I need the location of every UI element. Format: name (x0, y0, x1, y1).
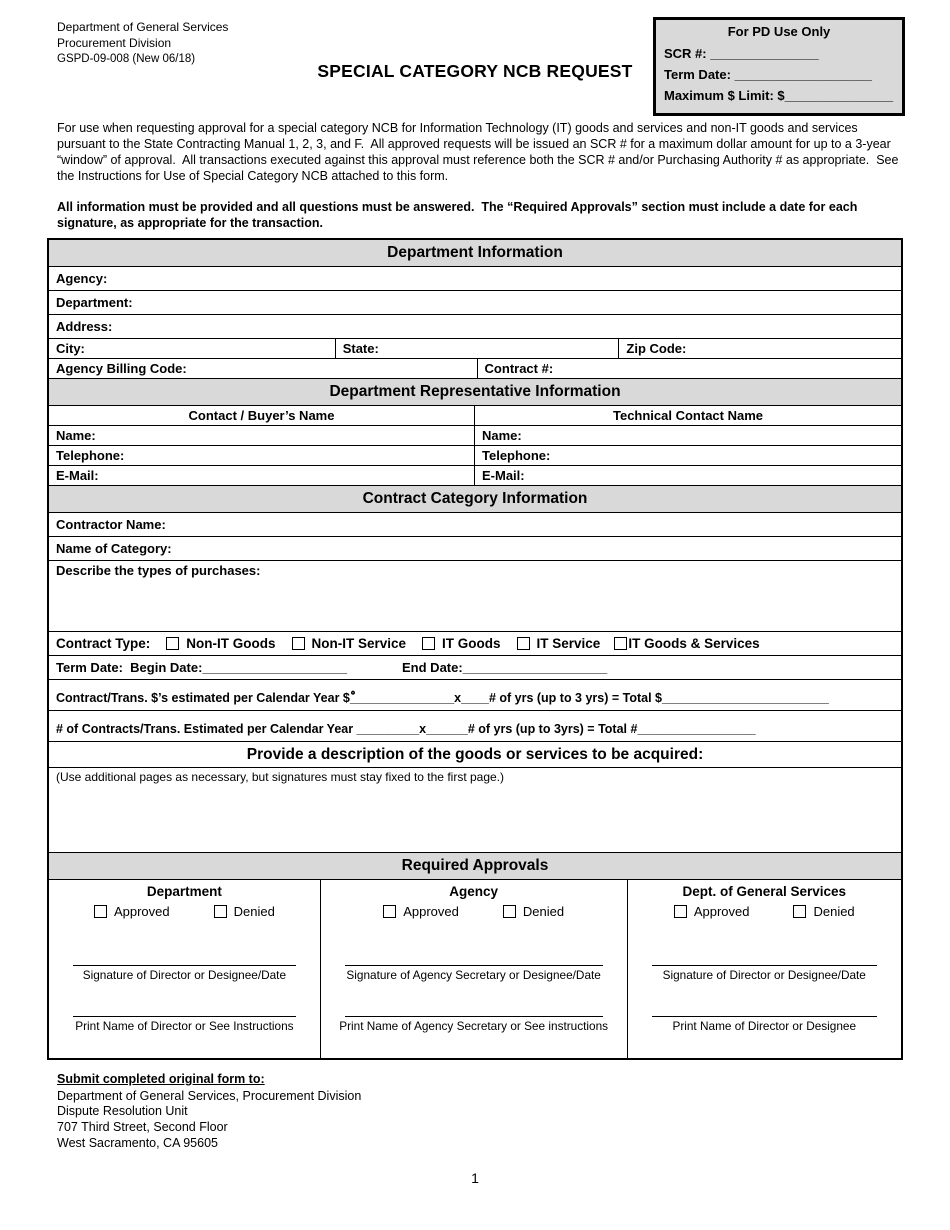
representative-email-row (49, 466, 901, 486)
agency-print-caption: Print Name of Agency Secretary or See instructions (339, 1019, 609, 1033)
agency-denied (503, 904, 564, 919)
state-label: State: (342, 341, 379, 356)
agency-print-line[interactable] (345, 1016, 603, 1017)
department-approved-label: Approved (113, 904, 170, 919)
representative-column-headers (49, 406, 901, 426)
pd-term-date-field (664, 65, 894, 86)
pd-box-title: For PD Use Only (727, 24, 831, 39)
approval-column-department (49, 880, 321, 1058)
contract-type-label: Contract Type: (56, 636, 151, 651)
dollars-multiply-x: x (454, 691, 462, 705)
city-label: City: (56, 341, 85, 356)
department-column-title: Department (146, 884, 222, 899)
agency-signature-line[interactable] (345, 965, 603, 966)
address-label: Address: (56, 319, 113, 334)
max-limit-blank[interactable]: _______________ (784, 87, 894, 103)
dgs-approved-label: Approved (693, 904, 750, 919)
contract-type-non-it-goods (166, 636, 275, 651)
dollars-years-blank[interactable]: ____ (461, 691, 489, 705)
description-textarea[interactable] (49, 768, 901, 853)
buyer-email-field[interactable] (49, 466, 475, 485)
non-it-goods-label: Non-IT Goods (186, 636, 276, 651)
dollars-estimate-row (49, 680, 901, 711)
buyer-email-label: E-Mail: (56, 468, 99, 483)
it-service-label: IT Service (536, 636, 601, 651)
non-it-goods-checkbox[interactable] (166, 637, 179, 650)
term-date-row (49, 656, 901, 680)
agency-billing-code-field[interactable] (49, 359, 478, 378)
approvals-grid (49, 880, 901, 1058)
term-begin-date-label: Term Date: Begin Date: (56, 660, 203, 675)
form-id: GSPD-09-008 (New 06/18) (57, 52, 196, 65)
dgs-denied (793, 904, 854, 919)
dgs-print-caption: Print Name of Director or Designee (672, 1019, 857, 1033)
representative-name-row (49, 426, 901, 446)
section-contract-category-information: Contract Category Information (49, 486, 901, 513)
contract-type-it-goods (422, 636, 501, 651)
description-note: (Use additional pages as necessary, but signatures must stay fixed to the first page.) (56, 770, 505, 784)
it-goods-services-label: IT Goods & Services (628, 636, 760, 651)
department-print-line[interactable] (73, 1016, 296, 1017)
dgs-approved (674, 904, 750, 919)
scr-number-field (664, 44, 894, 65)
contract-type-row (49, 632, 901, 656)
page-number: 1 (471, 1170, 479, 1186)
agency-checks (321, 904, 627, 919)
department-print-caption: Print Name of Director or See Instructions (75, 1019, 294, 1033)
contractor-name-label: Contractor Name: (56, 517, 166, 532)
agency-field[interactable] (49, 267, 901, 291)
agency-approved (383, 904, 459, 919)
submit-address-line-3: 707 Third Street, Second Floor (57, 1119, 228, 1134)
non-it-service-label: Non-IT Service (311, 636, 407, 651)
contract-type-non-it-service (292, 636, 407, 651)
contracts-estimate-row (49, 711, 901, 742)
technical-telephone-field[interactable] (475, 446, 901, 465)
submit-label: Submit completed original form to: (57, 1072, 265, 1086)
org-division: Procurement Division (57, 35, 172, 50)
submit-address-line-1: Department of General Services, Procurement Division (57, 1088, 362, 1103)
dgs-print-line[interactable] (652, 1016, 877, 1017)
agency-denied-checkbox[interactable] (503, 905, 516, 918)
agency-approved-checkbox[interactable] (383, 905, 396, 918)
contracts-years-blank[interactable]: ______ (426, 722, 468, 736)
org-block (57, 20, 228, 67)
intro-paragraph: For use when requesting approval for a special category NCB for Information Technology (IT) goods and services and non-IT goods and services pursuant to the State Contracting Manual 1, 2, 3, and F. All approved requests will be issued an SCR # for a maximum dollar amount for up to a 3-year “window” of approval. All transactions executed against this approval must reference both the SCR # and/or Purchasing Authority # as appropriate. See the Instructions for Use of Special Category NCB attached to this form. (57, 121, 902, 183)
agency-signature-caption: Signature of Agency Secretary or Designee/Date (346, 968, 601, 982)
city-field[interactable] (49, 339, 336, 358)
dgs-column-title: Dept. of General Services (682, 884, 847, 899)
department-approved (94, 904, 170, 919)
department-signature-caption: Signature of Director or Designee/Date (82, 968, 287, 982)
end-date-blank[interactable]: ____________________ (462, 660, 608, 675)
it-goods-services-checkbox[interactable] (614, 637, 627, 650)
section-representative-information: Department Representative Information (49, 379, 901, 406)
state-field[interactable] (336, 339, 620, 358)
max-limit-field (664, 86, 894, 107)
buyer-name-field[interactable] (49, 426, 475, 445)
form-table (47, 238, 903, 1060)
department-denied (214, 904, 275, 919)
contact-buyer-header: Contact / Buyer’s Name (49, 406, 475, 425)
contract-number-field[interactable] (478, 359, 901, 378)
name-of-category-label: Name of Category: (56, 541, 172, 556)
address-field[interactable] (49, 315, 901, 339)
intro-bold-note: All information must be provided and all questions must be answered. The “Required Approvals” section must include a date for each signature, as appropriate for the transaction. (57, 200, 861, 230)
section-required-approvals: Required Approvals (49, 853, 901, 880)
pd-term-date-blank[interactable]: ___________________ (734, 66, 872, 82)
describe-purchases-label: Describe the types of purchases: (56, 563, 261, 578)
dgs-denied-label: Denied (813, 904, 855, 919)
max-limit-label: Maximum $ Limit: $ (664, 87, 785, 103)
pd-use-only-box (653, 17, 905, 116)
approval-column-dgs (628, 880, 901, 1058)
billing-contract-row (49, 359, 901, 379)
department-denied-label: Denied (233, 904, 275, 919)
dollars-total-label: # of yrs (up to 3 yrs) = Total $ (488, 691, 663, 705)
dgs-approved-checkbox[interactable] (674, 905, 687, 918)
contracts-multiply-x: x (419, 722, 427, 736)
submit-address-line-4: West Sacramento, CA 95605 (57, 1135, 218, 1150)
end-date-label: End Date: (402, 660, 463, 675)
contract-type-it-goods-services (614, 636, 759, 651)
zip-code-label: Zip Code: (626, 341, 687, 356)
approval-column-agency (321, 880, 628, 1058)
representative-telephone-row (49, 446, 901, 466)
page-header (0, 0, 950, 108)
technical-contact-header: Technical Contact Name (612, 408, 764, 423)
department-field[interactable] (49, 291, 901, 315)
department-label: Department: (56, 295, 133, 310)
section-department-information: Department Information (49, 240, 901, 267)
dgs-denied-checkbox[interactable] (793, 905, 806, 918)
city-state-zip-row (49, 339, 901, 359)
contracts-total-blank[interactable]: _________________ (637, 722, 756, 736)
scr-number-label: SCR #: (664, 46, 711, 61)
dgs-checks (628, 904, 901, 919)
contract-type-it-service (517, 636, 601, 651)
buyer-telephone-label: Telephone: (56, 448, 125, 463)
agency-approved-label: Approved (403, 904, 459, 919)
buyer-telephone-field[interactable] (49, 446, 475, 465)
non-it-service-checkbox[interactable] (292, 637, 305, 650)
description-section-title: Provide a description of the goods or services to be acquired: (49, 742, 901, 768)
pd-term-date-label: Term Date: (664, 66, 735, 82)
contracts-estimate-label: # of Contracts/Trans. Estimated per Calendar Year (56, 722, 357, 736)
describe-purchases-field[interactable] (49, 561, 901, 632)
technical-email-field[interactable] (475, 466, 901, 485)
page-title: SPECIAL CATEGORY NCB REQUEST (317, 61, 633, 81)
zip-code-field[interactable] (619, 339, 901, 358)
it-goods-checkbox[interactable] (422, 637, 435, 650)
department-approved-checkbox[interactable] (94, 905, 107, 918)
buyer-name-label: Name: (56, 428, 96, 443)
technical-telephone-label: Telephone: (482, 448, 551, 463)
dgs-signature-line[interactable] (652, 965, 877, 966)
dollars-per-year-blank[interactable]: ْْ_______________ (349, 691, 455, 705)
org-name: Department of General Services (57, 20, 229, 34)
it-goods-label: IT Goods (442, 636, 501, 651)
dollars-total-blank[interactable]: ________________________ (662, 691, 829, 705)
name-of-category-field[interactable] (49, 537, 901, 561)
contract-number-label: Contract #: (484, 361, 554, 376)
technical-email-label: E-Mail: (482, 468, 525, 483)
technical-name-field[interactable] (475, 426, 901, 445)
agency-billing-code-label: Agency Billing Code: (56, 361, 187, 376)
scr-number-blank[interactable]: _______________ (710, 46, 819, 61)
dgs-signature-caption: Signature of Director or Designee/Date (662, 968, 866, 982)
agency-denied-label: Denied (522, 904, 565, 919)
agency-column-title: Agency (449, 884, 499, 899)
department-checks (49, 904, 320, 919)
contractor-name-field[interactable] (49, 513, 901, 537)
contracts-per-year-blank[interactable]: _________ (356, 722, 420, 736)
department-signature-line[interactable] (73, 965, 296, 966)
dollars-estimate-label: Contract/Trans. $’s estimated per Calendar Year $ (56, 691, 350, 705)
department-denied-checkbox[interactable] (214, 905, 227, 918)
agency-label: Agency: (56, 271, 108, 286)
submit-instructions (57, 1072, 903, 1151)
it-service-checkbox[interactable] (517, 637, 530, 650)
contracts-total-label: # of yrs (up to 3yrs) = Total # (467, 722, 638, 736)
technical-name-label: Name: (482, 428, 522, 443)
submit-address-line-2: Dispute Resolution Unit (57, 1104, 188, 1119)
begin-date-blank[interactable]: ____________________ (202, 660, 348, 675)
